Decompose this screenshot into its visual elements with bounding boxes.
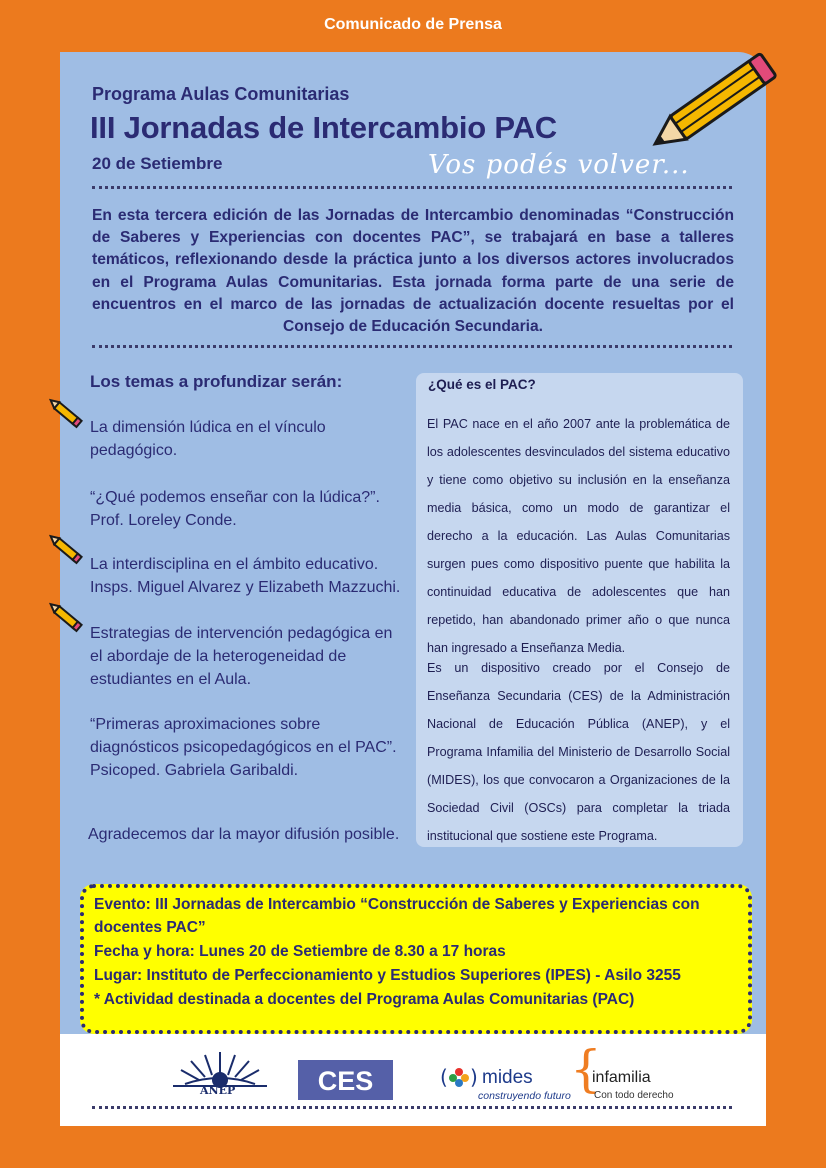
topic-line: La dimensión lúdica en el vínculo (90, 419, 326, 436)
dotted-divider (92, 1106, 732, 1109)
topic-line: Prof. Loreley Conde. (90, 512, 237, 529)
mides-logo-text: mides (482, 1067, 533, 1088)
topic-item (90, 622, 408, 691)
topic-line: Insps. Miguel Alvarez y Elizabeth Mazzuchi. (90, 579, 401, 596)
pencil-bullet-icon (46, 393, 86, 433)
topic-line: “¿Qué podemos enseñar con la lúdica?”. (90, 489, 380, 506)
topic-item (90, 553, 408, 599)
topic-line: estudiantes en el Aula. (90, 671, 252, 688)
pencil-icon (640, 42, 790, 162)
topic-item (90, 713, 408, 782)
pac-box-paragraph: Es un dispositivo creado por el Consejo de Enseñanza Secundaria (CES) de la Administración Nacional de Educación Pública (ANEP), y el Programa Infamilia del Ministerio de Desarrollo Social (MIDES), los que convocaron a Organizaciones de la Sociedad Civil (OSCs) para completar la triada institucional que sostiene este Programa. (427, 661, 730, 843)
event-line: docentes PAC” (94, 919, 206, 936)
topic-line: pedagógico. (90, 442, 178, 459)
topic-line: Psicoped. Gabriela Garibaldi. (90, 762, 299, 779)
pac-box-title: ¿Qué es el PAC? (428, 377, 536, 392)
page-title: III Jornadas de Intercambio PAC (90, 110, 557, 145)
dotted-divider (92, 186, 732, 189)
infamilia-logo-text: infamilia (592, 1069, 651, 1086)
topic-line: “Primeras aproximaciones sobre (90, 716, 321, 733)
event-date: 20 de Setiembre (92, 154, 223, 173)
topic-item (90, 416, 408, 462)
ces-logo: CES (298, 1060, 393, 1100)
program-name: Programa Aulas Comunitarias (92, 84, 350, 104)
event-line: Evento: III Jornadas de Intercambio “Construcción de Saberes y Experiencias con (94, 896, 700, 913)
event-audience: * Actividad destinada a docentes del Programa Aulas Comunitarias (PAC) (94, 991, 635, 1008)
svg-text:): ) (470, 1065, 478, 1089)
mides-logo-icon (440, 1065, 480, 1089)
anep-logo-text: ANEP (200, 1084, 236, 1097)
event-time: Fecha y hora: Lunes 20 de Setiembre de 8.30 a 17 horas (94, 943, 506, 960)
svg-text:(: ( (440, 1065, 448, 1089)
topic-line: La interdisciplina en el ámbito educativo. (90, 556, 379, 573)
dotted-divider (92, 345, 732, 348)
mides-slogan: construyendo futuro (478, 1090, 571, 1102)
topic-line: diagnósticos psicopedagógicos en el PAC”. (90, 739, 397, 756)
topic-line: el abordaje de la heterogeneidad de (90, 648, 347, 665)
pencil-bullet-icon (46, 529, 86, 569)
press-release-label: Comunicado de Prensa (324, 16, 502, 33)
pac-box-paragraph: El PAC nace en el año 2007 ante la problemática de los adolescentes desvinculados del sistema educativo y tiene como objetivo su inclusión en la enseñanza media básica, como un modo de garantizar el derecho a la educación. Las Aulas Comunitarias surgen pues como dispositivo puente que habilita la continuidad educativa de adolescentes que han repetido, han abandonado primer año o que nunca han ingresado a Enseñanza Media. (427, 417, 730, 655)
topic-line: Estrategias de intervención pedagógica en (90, 625, 393, 642)
topics-title: Los temas a profundizar serán: (90, 372, 343, 391)
thanks-note: Agradecemos dar la mayor difusión posible. (88, 826, 400, 843)
infamilia-brace: { (570, 1040, 602, 1098)
tagline: Vos podés volver... (428, 150, 690, 180)
topic-item (90, 486, 408, 532)
intro-paragraph: En esta tercera edición de las Jornadas de Intercambio denominadas “Construcción de Saberes y Experiencias con docentes PAC”, se trabajará en base a talleres temáticos, reflexionando desde la práctica junto a los diversos actores involucrados en el Programa Aulas Comunitarias. Esta jornada forma parte de una serie de encuentros en el marco de las jornadas de actualización docente resueltas por el Consejo de Educación Secundaria. (92, 207, 734, 336)
infamilia-slogan: Con todo derecho (594, 1090, 674, 1101)
event-place: Lugar: Instituto de Perfeccionamiento y Estudios Superiores (IPES) - Asilo 3255 (94, 967, 681, 984)
pencil-bullet-icon (46, 597, 86, 637)
